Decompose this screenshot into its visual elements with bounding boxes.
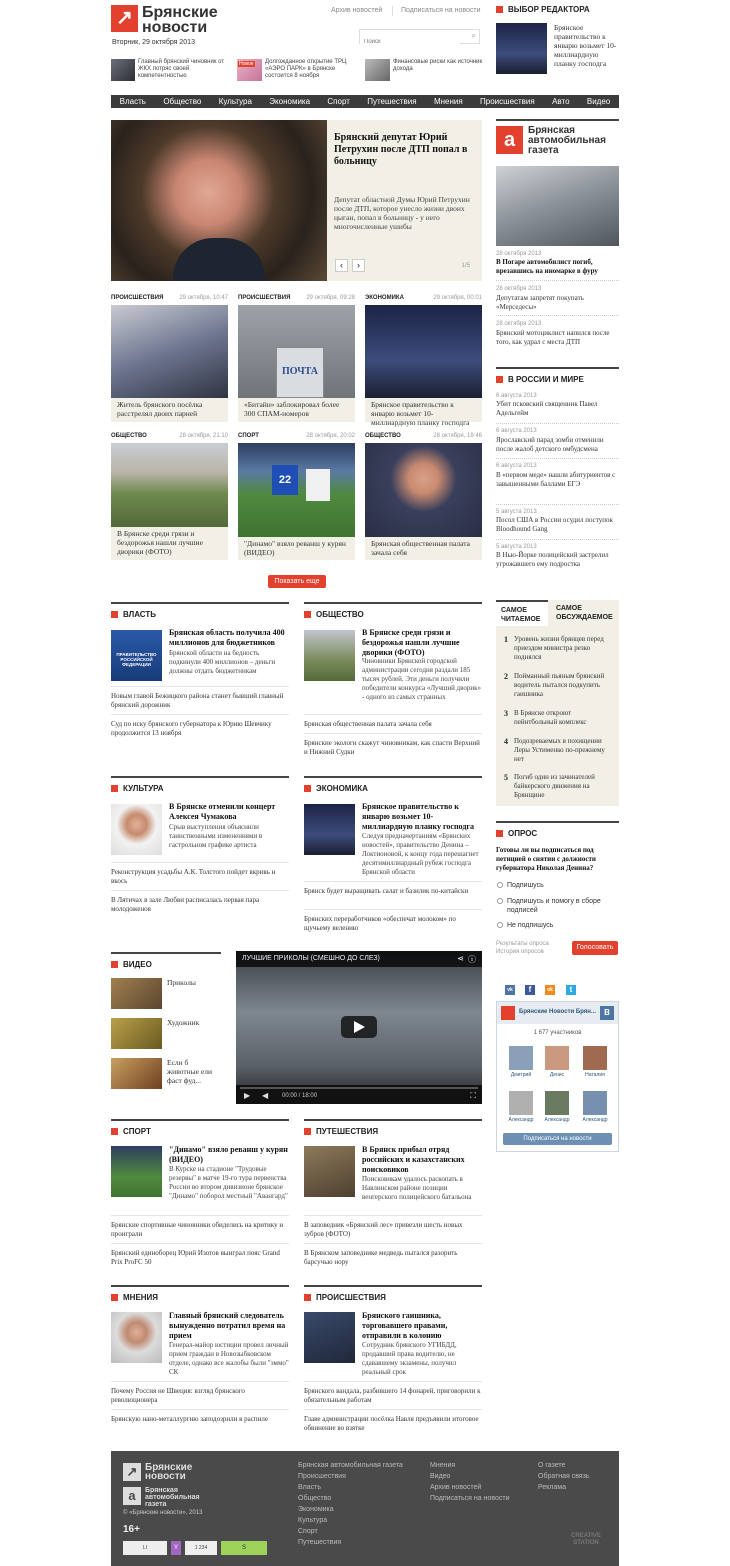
footer-link[interactable]: Мнения: [430, 1462, 456, 1469]
section-text: Срыв выступления объяснили таинственными изменениями в гастрольном графике артиста: [169, 823, 263, 849]
grid-caption: В Брянске среди грязи и бездорожья нашли лучшие дворики (ФОТО): [117, 529, 203, 556]
grid-image: [238, 305, 355, 398]
video-item-label[interactable]: Художник: [167, 1018, 200, 1027]
header-divider: [392, 6, 393, 16]
grid-image: [365, 305, 482, 398]
footer-link[interactable]: Спорт: [298, 1528, 318, 1535]
auto-date: 28 октября 2013: [496, 251, 542, 257]
play-icon: [354, 1021, 365, 1033]
grid-category: ЭКОНОМИКА: [365, 295, 404, 301]
world-date: 5 августа 2013: [496, 509, 537, 515]
video-thumb-1[interactable]: [111, 978, 162, 1009]
world-date: 6 августа 2013: [496, 463, 537, 469]
poll-option-label: Не подпишусь: [507, 922, 554, 929]
auto-logo-text: Брянская автомобильная газета: [528, 125, 606, 156]
editor-text[interactable]: Брянское правительство к январю возьмет 10-миллиардную планку господга: [554, 23, 617, 68]
footer-auto-logo-icon: a: [123, 1487, 141, 1505]
teaser-image: [365, 59, 390, 81]
video-thumb-3[interactable]: [111, 1058, 162, 1089]
player-play-icon[interactable]: ▶: [244, 1091, 251, 1100]
info-icon[interactable]: ⓘ: [468, 955, 476, 964]
poll-option-2[interactable]: [497, 897, 617, 915]
radio-icon[interactable]: [497, 922, 503, 928]
divider: [496, 423, 619, 424]
radio-icon[interactable]: [497, 882, 503, 888]
editor-title: [496, 5, 619, 14]
poll-option-3[interactable]: [497, 922, 617, 929]
share-icon[interactable]: ⋖: [457, 954, 464, 963]
editor-title-text: ВЫБОР РЕДАКТОРА: [508, 5, 590, 14]
section-headline[interactable]: В Брянск прибыл отряд российских и казахстанских поисковиков: [362, 1145, 465, 1174]
popular-text[interactable]: Подозреваемых в похищении Леры Устименко по-прежнему нет: [514, 737, 605, 763]
footer-link[interactable]: Общество: [298, 1495, 332, 1502]
section-title-mneniya[interactable]: МНЕНИЯ: [111, 1285, 289, 1302]
video-player[interactable]: [236, 951, 482, 1104]
progress-bar[interactable]: [240, 1087, 478, 1089]
teaser-2[interactable]: [237, 59, 362, 83]
footer-logo-text: Брянские новости: [145, 1462, 193, 1482]
section-link[interactable]: В Брянском заповеднике медведь пытался разорить барсучью нору: [304, 1243, 482, 1267]
popular-num: 2: [504, 672, 508, 681]
popular-num: 4: [504, 737, 508, 746]
grid-image: [111, 305, 228, 398]
section-link[interactable]: Почему Россия не Швеция: взгляд брянского революционера: [111, 1381, 289, 1405]
poll-option-1[interactable]: [497, 882, 617, 889]
show-more-button[interactable]: Показать еще: [268, 575, 326, 588]
teaser-image: [237, 59, 262, 81]
counter-stats[interactable]: 1 234: [185, 1541, 217, 1555]
grid-caption: «Битайн» заблокировал более 300 СПАМ-номеров: [244, 400, 340, 418]
auto-date: 28 октября 2013: [496, 286, 542, 292]
grid-image: [365, 443, 482, 537]
vk-member-name[interactable]: Дмитрий: [510, 1072, 532, 1078]
play-button[interactable]: [341, 1016, 377, 1038]
grid-category: ОБЩЕСТВО: [111, 433, 147, 439]
section-image-sport: [111, 1146, 162, 1197]
vk-icon[interactable]: vk: [505, 985, 515, 995]
archive-link[interactable]: Архив новостей: [331, 7, 383, 14]
grid-date: 28 октября, 19:46: [433, 433, 482, 439]
vk-member-avatar[interactable]: [545, 1091, 569, 1115]
section-headline[interactable]: "Динамо" взяло реванш у курян (ВИДЕО): [169, 1145, 288, 1164]
hero-prev-button[interactable]: ‹: [335, 259, 348, 272]
player-title[interactable]: ЛУЧШИЕ ПРИКОЛЫ (СМЕШНО ДО СЛЕЗ): [242, 955, 380, 962]
section-link[interactable]: Главе администрации посёлка Навля предъявили итоговое обвинение во взятке: [304, 1409, 482, 1433]
section-text: Следуя предначертаниям «Брянских новостей», правительство Денина – Локтионовой, к концу года перешагнет десятимиллиардный рубеж господга Брянской области: [362, 832, 479, 876]
grid-category: ОБЩЕСТВО: [365, 433, 401, 439]
section-headline[interactable]: Брянская область получила 400 миллионов для бюджетников: [169, 628, 285, 647]
grid-category: ПРОИСШЕСТВИЯ: [238, 295, 291, 301]
pochta-sign: ПОЧТА: [281, 366, 319, 377]
video-item-label[interactable]: Если б животные ели фаст фуд...: [167, 1058, 212, 1085]
section-image-mneniya: [111, 1312, 162, 1363]
logo-mark-icon: ↗: [111, 5, 138, 32]
tab-most-discussed[interactable]: САМОЕ ОБСУЖДАЕМОЕ: [556, 605, 613, 621]
poll-option-label: Подпишусь: [507, 882, 544, 889]
vk-member-name[interactable]: Александр: [544, 1117, 570, 1123]
world-date: 6 августа 2013: [496, 428, 537, 434]
popular-num: 1: [504, 635, 508, 644]
auto-logo[interactable]: [496, 126, 619, 158]
popular-num: 5: [504, 773, 508, 782]
hero-next-button[interactable]: ›: [352, 259, 365, 272]
nav-item-obshchestvo[interactable]: Общество: [163, 97, 202, 106]
teaser-text: Финансовые риски как источник дохода: [393, 59, 483, 72]
search-icon[interactable]: ⌕: [471, 31, 476, 40]
hero-suit: [173, 238, 265, 281]
grid-date: 29 октября, 10:47: [179, 295, 228, 301]
popular-item[interactable]: [504, 737, 616, 764]
section-headline[interactable]: Брянского гаишника, торговавшего правами, отправили в колонию: [362, 1311, 448, 1340]
section-text: В Курске на стадионе "Трудовые резервы" в матче 19-го тура первенства России во втором дивизионе брянское "Динамо" поборол местный "Авангард": [169, 1165, 288, 1200]
section-text: Брянской области на бедность подкинули 400 миллионов – деньги должны отдать бюджетникам: [169, 649, 276, 675]
auto-date: 28 октября 2013: [496, 321, 542, 327]
section-title-video[interactable]: ВИДЕО: [111, 952, 221, 969]
world-headline[interactable]: В Нью-Йорке полицейский застрелил угрожавшего ему подростка: [496, 551, 609, 568]
grid-card-4[interactable]: [111, 433, 228, 560]
grid-caption: "Динамо" взяло реванш у курян (ВИДЕО): [244, 539, 346, 557]
grid-card-6[interactable]: [365, 433, 482, 560]
site-logo[interactable]: [111, 5, 236, 37]
poll-question: Готовы ли вы подписаться под петицией о снятии с должности губернатора Николая Денина?: [496, 846, 596, 872]
section-image-ekonomika: [304, 804, 355, 855]
section-image-vlast: [111, 630, 162, 681]
world-headline[interactable]: Посол США в России осудил поступок Bloodhound Gang: [496, 516, 613, 533]
popular-item[interactable]: [504, 635, 616, 662]
nav-item-kultura[interactable]: Культура: [218, 97, 252, 106]
vk-member-avatar[interactable]: [509, 1091, 533, 1115]
vk-member-name[interactable]: Денис: [549, 1072, 565, 1078]
divider: [496, 504, 619, 505]
facebook-icon[interactable]: f: [525, 985, 535, 995]
section-title-proisshestviya[interactable]: ПРОИСШЕСТВИЯ: [304, 1285, 482, 1302]
grid-date: 29 октября, 00:01: [433, 295, 482, 301]
section-title-sport[interactable]: СПОРТ: [111, 1119, 289, 1136]
section-link[interactable]: Брянский единоборец Юрий Изотов выиграл пояс Grand Prix ProFC 50: [111, 1243, 289, 1267]
section-image-kultura: [111, 804, 162, 855]
subscribe-link[interactable]: Подписаться на новости: [401, 7, 481, 14]
nav-item-ekonomika[interactable]: Экономика: [269, 97, 311, 106]
section-link[interactable]: Новым главой Бежицкого района станет бывший главный брянский дорожник: [111, 686, 289, 710]
tab-most-read[interactable]: САМОЕ ЧИТАЕМОЕ: [496, 600, 548, 626]
world-headline[interactable]: Ярославский парад зомби отменили после жалоб детского омбудсмена: [496, 436, 604, 453]
footer-logo[interactable]: [123, 1463, 213, 1481]
auto-headline[interactable]: Брянский мотоциклист напился после того, как удрал с места ДТП: [496, 329, 610, 346]
grid-caption: Брянская общественная палата зачала себя: [371, 539, 470, 557]
section-link[interactable]: Брянскую нано-металлургию заподозрили в распиле: [111, 1409, 289, 1424]
nav-item-puteshestviya[interactable]: Путешествия: [367, 97, 417, 106]
video-thumb-2[interactable]: [111, 1018, 162, 1049]
section-link[interactable]: Брянские экологи скажут чиновникам, как спасти Верхний и Нижний Судки: [304, 733, 482, 757]
teaser-badge: Новое: [239, 61, 254, 67]
vk-group-avatar: [501, 1006, 515, 1020]
main-nav: [111, 95, 619, 108]
twitter-icon[interactable]: t: [566, 985, 576, 995]
nav-item-avto[interactable]: Авто: [552, 97, 570, 106]
popular-item[interactable]: [504, 773, 616, 800]
grid-caption: Брянское правительство к январю возьмет 10-миллиардную планку господга: [371, 400, 470, 427]
popular-text[interactable]: Погиб один из зачинателей байкерского движения на Брянщине: [514, 773, 595, 799]
vk-logo-icon: В: [600, 1006, 614, 1020]
footer-link[interactable]: Реклама: [538, 1484, 567, 1491]
section-link[interactable]: Брянская общественная палата зачала себя: [304, 714, 482, 729]
world-title[interactable]: В РОССИИ И МИРЕ: [496, 367, 619, 384]
nav-item-vlast[interactable]: Власть: [119, 97, 146, 106]
hero-counter: 1/5: [461, 263, 470, 269]
vk-member-avatar[interactable]: [583, 1091, 607, 1115]
teaser-1[interactable]: [111, 59, 231, 83]
grid-card-2[interactable]: [238, 295, 355, 422]
vote-button[interactable]: Голосовать: [572, 941, 618, 955]
world-date: 5 августа 2013: [496, 544, 537, 550]
grid-image: [111, 443, 228, 527]
hero-title[interactable]: Брянский депутат Юрий Петрухин после ДТП попал в больницу: [334, 132, 468, 167]
odnoklassniki-icon[interactable]: ok: [545, 985, 555, 995]
section-link[interactable]: Брянск будет выращивать салат и базилик по-китайски: [304, 881, 482, 896]
counter-liveinternet[interactable]: LI: [123, 1541, 167, 1555]
vk-member-name[interactable]: Александр: [508, 1117, 534, 1123]
world-headline[interactable]: Убит псковский священник Павел Адельгейм: [496, 400, 598, 417]
teaser-3[interactable]: [365, 59, 483, 83]
section-link[interactable]: Брянского вандала, разбившего 14 фонарей, приговорили к обязательным работам: [304, 1381, 482, 1405]
nav-item-mneniya[interactable]: Мнения: [433, 97, 463, 106]
footer-link[interactable]: Культура: [298, 1517, 328, 1524]
section-link[interactable]: В Лятичах в зале Любви расписалась первая пара молодоженов: [111, 890, 289, 914]
age-rating: 16+: [123, 1524, 140, 1535]
vk-member-avatar[interactable]: [583, 1046, 607, 1070]
popular-text[interactable]: Уровень жизни брянцев перед приездом министра резко поднялся: [514, 635, 604, 661]
video-item-label[interactable]: Приколы: [167, 978, 196, 987]
section-text: Генерал-майор юстиции провел личный прием граждан в Новозыбковском отделе, однако все жалобы были "эммо" СК: [169, 1341, 289, 1376]
teaser-image: [111, 59, 135, 81]
counter-yandex[interactable]: Y: [171, 1541, 181, 1555]
section-title-puteshestviya[interactable]: ПУТЕШЕСТВИЯ: [304, 1119, 482, 1136]
section-image-puteshestviya: [304, 1146, 355, 1197]
section-title-kultura[interactable]: КУЛЬТУРА: [111, 776, 289, 793]
player-time: 00:00 / 18:00: [282, 1093, 318, 1099]
hero-text: Депутат областной Думы Юрий Петрухин после ДТП, которое унесло жизни двоих цыган, попал в больницу - у него многочисленные ушибы: [334, 195, 470, 231]
vk-member-name[interactable]: Наталия: [585, 1072, 605, 1078]
search-input[interactable]: [360, 36, 460, 49]
section-title-ekonomika[interactable]: ЭКОНОМИКА: [304, 776, 482, 793]
radio-icon[interactable]: [497, 898, 503, 904]
hero-panel: [327, 120, 482, 281]
poll-results-link[interactable]: Результаты опроса: [496, 941, 549, 947]
popular-item[interactable]: [504, 672, 616, 699]
player-white: [306, 469, 330, 501]
nav-item-proisshestviya[interactable]: Происшествия: [480, 97, 535, 106]
grid-date: 29 октября, 09:28: [306, 295, 355, 301]
auto-image[interactable]: [496, 166, 619, 246]
logo-text: Брянские новости: [142, 4, 218, 36]
grid-date: 28 октября, 20:02: [306, 433, 355, 439]
teaser-text: Долгожданное открытие ТРЦ «АЭРО ПАРК» в Брянске состоится 8 ноября: [265, 59, 347, 79]
popular-box: [496, 600, 619, 806]
section-headline[interactable]: В Брянске отменили концерт Алексея Чумакова: [169, 802, 276, 821]
grid-image: [238, 443, 355, 537]
footer-link[interactable]: Брянская автомобильная газета: [298, 1462, 403, 1469]
footer-logo-icon: ↗: [123, 1463, 141, 1481]
popular-text[interactable]: Пойманный пьяным брянский водитель пытался подкупить гаишника: [514, 672, 605, 698]
grid-card-1[interactable]: [111, 295, 228, 422]
section-text: Чиновники Брянской городской администрации сегодня раздали 185 тысяч рублей. Эти деньги получили победители конкурса «Лучший дворик» - одного из самых странных: [362, 657, 482, 701]
poll-title[interactable]: ОПРОС: [496, 821, 619, 838]
section-link[interactable]: Реконструкция усадьбы А.К. Толстого пойдет вкривь и вкось: [111, 862, 289, 886]
vk-group-title[interactable]: Брянские Новости Брян...: [519, 1009, 596, 1015]
footer-link[interactable]: Обратная связь: [538, 1473, 590, 1480]
current-date: Вторник, 29 октября 2013: [112, 39, 195, 46]
grid-card-3[interactable]: [365, 295, 482, 427]
footer-auto-logo-text: Брянская автомобильная газета: [145, 1487, 200, 1508]
section-link[interactable]: Суд по иску брянского губернатора к Юрию Шевчику продолжится 13 ноября: [111, 714, 289, 738]
search-box[interactable]: [359, 29, 480, 44]
footer-link[interactable]: Власть: [298, 1484, 321, 1491]
footer-link[interactable]: Архив новостей: [430, 1484, 482, 1491]
jersey-number: 22: [272, 465, 298, 495]
section-title-vlast[interactable]: ВЛАСТЬ: [111, 602, 289, 619]
footer-link[interactable]: Подписаться на новости: [430, 1495, 510, 1502]
footer-link[interactable]: О газете: [538, 1462, 566, 1469]
fullscreen-icon[interactable]: ⛶: [470, 1091, 476, 1100]
grid-date: 28 октября, 21:10: [179, 433, 228, 439]
vk-member-name[interactable]: Александр: [582, 1117, 608, 1123]
divider: [496, 280, 619, 281]
popular-item[interactable]: [504, 709, 616, 727]
footer-link[interactable]: Видео: [430, 1473, 451, 1480]
section-headline[interactable]: Главный брянский следователь вынужденно потратил время на прием: [169, 1311, 286, 1340]
vk-member-avatar[interactable]: [545, 1046, 569, 1070]
poll-option-label: Подпишусь и помогу в сборе подписей: [507, 898, 601, 914]
vk-member-avatar[interactable]: [509, 1046, 533, 1070]
editor-image[interactable]: [496, 23, 547, 74]
counter-green[interactable]: S: [221, 1541, 267, 1555]
grid-category: СПОРТ: [238, 433, 259, 439]
nav-item-sport[interactable]: Спорт: [327, 97, 350, 106]
gov-emblem-text: ПРАВИТЕЛЬСТВО РОССИЙСКОЙ ФЕДЕРАЦИИ: [116, 652, 157, 667]
section-image-proisshestviya: [304, 1312, 355, 1363]
section-link[interactable]: В заповедник «Брянский лес» привезли шесть новых зубров (ФОТО): [304, 1215, 482, 1239]
section-title-obshchestvo[interactable]: ОБЩЕСТВО: [304, 602, 482, 619]
vk-widget: [496, 1001, 619, 1152]
vk-subscribe-button[interactable]: Подписаться на новости: [503, 1133, 612, 1145]
auto-headline[interactable]: Депутатам запретят покупать «Мерседесы»: [496, 294, 584, 311]
footer-auto-logo[interactable]: [123, 1487, 213, 1508]
footer: [111, 1451, 619, 1566]
auto-logo-icon: a: [496, 126, 523, 154]
footer-credit[interactable]: CREATIVE STATION: [571, 1533, 601, 1546]
auto-headline[interactable]: В Погаре автомобилист погиб, врезавшись на иномарке в фуру: [496, 258, 598, 275]
volume-icon[interactable]: ◀: [262, 1091, 269, 1100]
section-headline[interactable]: Брянское правительство к январю возьмет 10-миллиардную планку господга: [362, 802, 475, 831]
footer-link[interactable]: Происшествия: [298, 1473, 346, 1480]
grid-category: ПРОИСШЕСТВИЯ: [111, 295, 164, 301]
hero-image[interactable]: [111, 120, 327, 281]
section-text: Поисковикам удалось раскопать в Навлинском районе позиции венгерского полицейского батальона: [362, 1175, 472, 1201]
poll-history-link[interactable]: История опросов: [496, 949, 544, 955]
grid-card-5[interactable]: [238, 433, 355, 560]
section-image-obshchestvo: [304, 630, 355, 681]
auto-divider: [496, 119, 619, 121]
section-text: Сотрудник брянского УГИБДД, продавший права водителю, не сдававшему экзамены, получил реальный срок: [362, 1341, 457, 1376]
footer-link[interactable]: Экономика: [298, 1506, 334, 1513]
popular-text[interactable]: В Брянске откроют пейнтбольный комплекс: [514, 709, 587, 726]
world-headline[interactable]: В «первом меде» нашли абитуриентов с завышенными баллами ЕГЭ: [496, 471, 616, 488]
divider: [496, 315, 619, 316]
footer-link[interactable]: Путешествия: [298, 1539, 342, 1546]
nav-item-video[interactable]: Видео: [586, 97, 611, 106]
grid-caption: Житель брянского посёлка расстрелял двоих парней: [117, 400, 203, 418]
section-headline[interactable]: В Брянске среди грязи и бездорожья нашли лучшие дворики (ФОТО): [362, 628, 460, 657]
teaser-text: Главный брянский чиновник от ЖКХ потряс своей компетентностью: [138, 59, 225, 79]
popular-num: 3: [504, 709, 508, 718]
vk-member-count: 1 677 участников: [533, 1030, 582, 1036]
divider: [496, 539, 619, 540]
world-date: 6 августа 2013: [496, 393, 537, 399]
footer-copyright: © «Брянские новости», 2013: [123, 1510, 203, 1516]
divider: [496, 458, 619, 459]
section-marker-icon: [496, 6, 503, 13]
section-link[interactable]: Брянских переработчиков «обеспечат молоком» по щучьему велению: [304, 909, 482, 933]
section-link[interactable]: Брянские спортивные чиновники обиделись на критику и проиграли: [111, 1215, 289, 1239]
